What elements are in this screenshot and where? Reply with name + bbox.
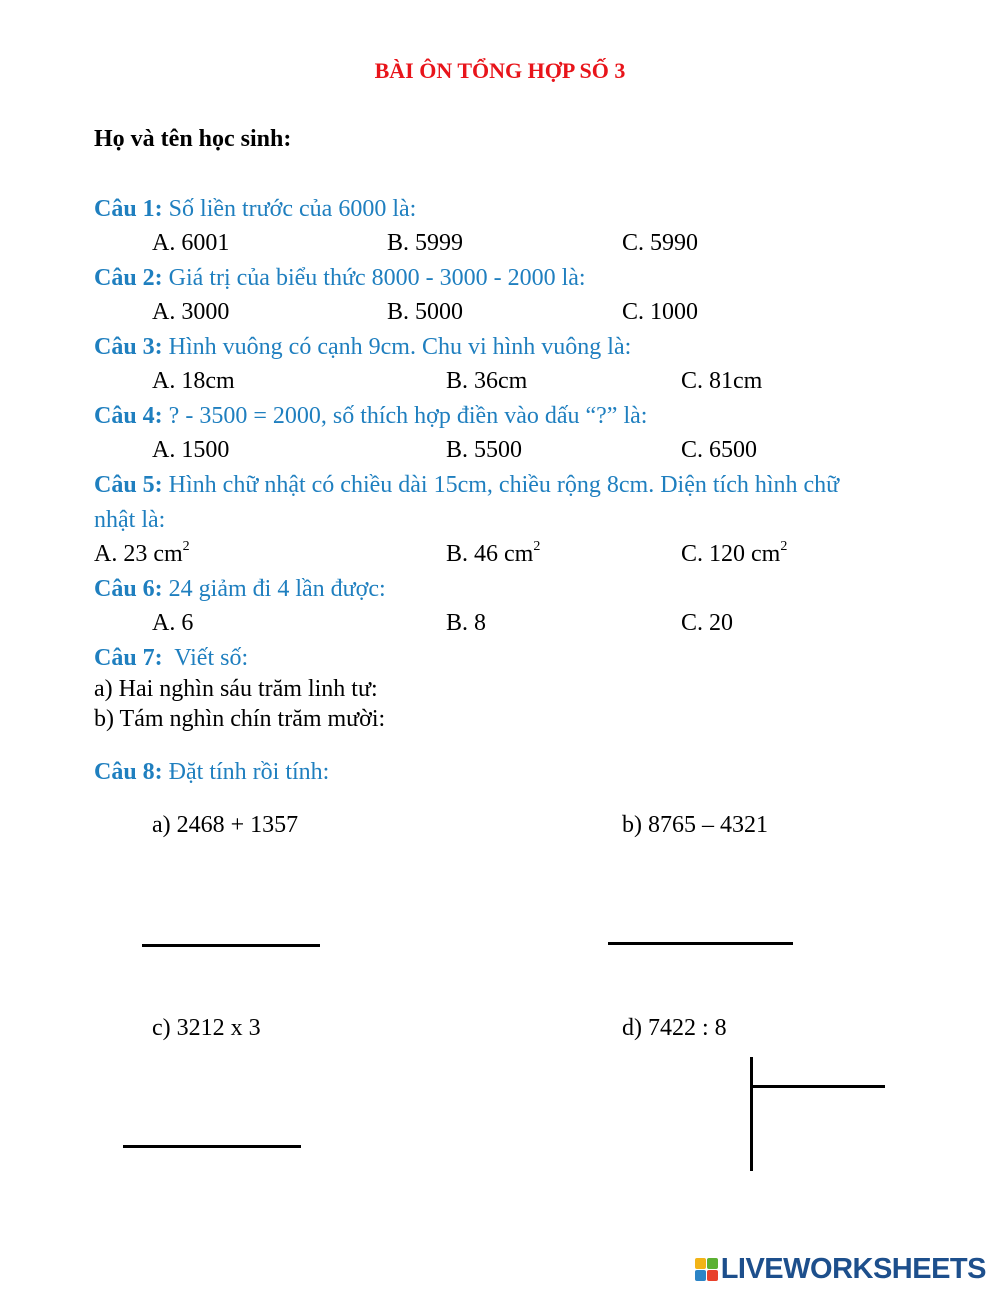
q8-part-c: c) 3212 x 3 [152, 1015, 261, 1041]
question-8 [94, 759, 329, 786]
q1-option-a[interactable]: A. 6001 [152, 230, 230, 256]
question-2-label: Câu 2: [94, 265, 163, 291]
q2-option-b[interactable]: B. 5000 [387, 299, 464, 325]
question-6-text: 24 giảm đi 4 lần được: [162, 576, 386, 602]
question-4-label: Câu 4: [94, 403, 163, 429]
liveworksheets-logo-text: LIVEWORKSHEETS [720, 1253, 986, 1285]
page-title: BÀI ÔN TỔNG HỢP SỐ 3 [374, 58, 626, 83]
q8c-answer-line [123, 1145, 301, 1148]
q1-option-c[interactable]: C. 5990 [622, 230, 699, 256]
question-1 [94, 196, 416, 223]
q5-option-b-text: B. 46 cm [446, 541, 534, 567]
question-5-text: Hình chữ nhật có chiều dài 15cm, chiều rộng 8cm. Diện tích hình chữ [162, 472, 840, 498]
question-8-text: Đặt tính rồi tính: [162, 759, 330, 785]
q2-option-a[interactable]: A. 3000 [152, 299, 230, 325]
question-5-label: Câu 5: [94, 472, 163, 498]
question-7-text: Viết số: [162, 645, 249, 671]
q4-option-b[interactable]: B. 5500 [446, 437, 523, 463]
q5-option-b-sup: 2 [533, 539, 541, 554]
question-6 [94, 576, 386, 603]
q3-option-c[interactable]: C. 81cm [681, 368, 763, 394]
student-name-label: Họ và tên học sinh: [94, 126, 292, 152]
q6-option-b[interactable]: B. 8 [446, 610, 487, 636]
q8a-answer-line [142, 944, 320, 947]
question-6-label: Câu 6: [94, 576, 163, 602]
q3-option-b[interactable]: B. 36cm [446, 368, 528, 394]
q5-option-c-text: C. 120 cm [681, 541, 781, 567]
question-4 [94, 403, 647, 430]
q5-option-b[interactable] [446, 541, 540, 568]
q4-option-c[interactable]: C. 6500 [681, 437, 758, 463]
q7-part-b: b) Tám nghìn chín trăm mười: [94, 706, 386, 732]
q8d-division-vertical-line [750, 1057, 753, 1171]
q3-option-a[interactable]: A. 18cm [152, 368, 235, 394]
question-7 [94, 645, 248, 672]
question-2-text: Giá trị của biểu thức 8000 - 3000 - 2000 là: [162, 265, 586, 291]
q5-option-a-text: A. 23 cm [94, 541, 183, 567]
q2-option-c[interactable]: C. 1000 [622, 299, 699, 325]
q8-part-a: a) 2468 + 1357 [152, 812, 299, 838]
question-3 [94, 334, 631, 361]
question-3-text: Hình vuông có cạnh 9cm. Chu vi hình vuông là: [162, 334, 632, 360]
question-4-text: ? - 3500 = 2000, số thích hợp điền vào dấu “?” là: [162, 403, 648, 429]
q5-option-c-sup: 2 [780, 539, 788, 554]
question-3-label: Câu 3: [94, 334, 163, 360]
question-1-label: Câu 1: [94, 196, 163, 222]
q8-part-d: d) 7422 : 8 [622, 1015, 727, 1041]
q5-option-c[interactable] [681, 541, 787, 568]
q5-option-a-sup: 2 [182, 539, 190, 554]
q6-option-a[interactable]: A. 6 [152, 610, 194, 636]
q8-part-b: b) 8765 – 4321 [622, 812, 768, 838]
question-5 [94, 472, 839, 499]
liveworksheets-logo [695, 1253, 986, 1286]
q8d-division-horizontal-line [753, 1085, 885, 1088]
liveworksheets-logo-icon [695, 1258, 718, 1281]
question-2 [94, 265, 586, 292]
question-7-label: Câu 7: [94, 645, 163, 671]
q6-option-c[interactable]: C. 20 [681, 610, 734, 636]
q5-option-a[interactable] [94, 541, 190, 568]
question-5-text-cont: nhật là: [94, 507, 166, 533]
q4-option-a[interactable]: A. 1500 [152, 437, 230, 463]
question-8-label: Câu 8: [94, 759, 163, 785]
q1-option-b[interactable]: B. 5999 [387, 230, 464, 256]
q8b-answer-line [608, 942, 793, 945]
question-1-text: Số liền trước của 6000 là: [162, 196, 417, 222]
q7-part-a: a) Hai nghìn sáu trăm linh tư: [94, 676, 378, 702]
